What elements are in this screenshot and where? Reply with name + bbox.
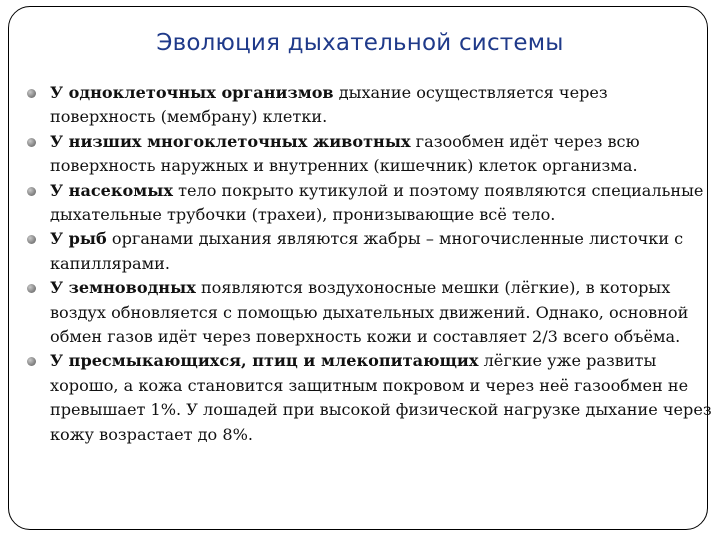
list-item <box>22 349 712 447</box>
item-lead: У земноводных <box>50 278 196 298</box>
item-text: появляются воздухоносные мешки (лёгкие), в которых воздух обновляется с помощью дыхательных движений. Однако, основной обмен газов идёт через поверхность кожи и составляет 2/3 всего объёма. <box>50 278 689 347</box>
bullet-icon <box>27 357 36 366</box>
bullet-icon <box>27 89 36 98</box>
slide-title: Эволюция дыхательной системы <box>156 30 564 56</box>
item-text: органами дыхания являются жабры – многочисленные листочки с капиллярами. <box>50 229 684 273</box>
bullet-icon <box>27 235 36 244</box>
list-item <box>22 179 712 228</box>
item-lead: У одноклеточных организмов <box>50 83 334 102</box>
bullet-icon <box>27 284 36 293</box>
item-text: тело покрыто кутикулой и поэтому появляются специальные дыхательные трубочки (трахеи), пронизывающие всё тело. <box>50 180 704 225</box>
list-item <box>22 130 712 179</box>
list-item <box>22 227 712 276</box>
item-text: газообмен идёт через всю поверхность наружных и внутренних (кишечник) клеток организма. <box>50 131 640 176</box>
bullet-icon <box>27 138 36 147</box>
item-text: дыхание осуществляется через поверхность (мембрану) клетки. <box>50 83 608 127</box>
list-item <box>22 276 712 349</box>
item-lead: У низших многоклеточных животных <box>50 131 411 151</box>
bullet-list <box>22 81 712 447</box>
item-lead: У рыб <box>50 229 107 249</box>
item-lead: У насекомых <box>50 180 173 200</box>
list-item <box>22 81 712 130</box>
bullet-icon <box>27 187 36 196</box>
item-text: лёгкие уже развиты хорошо, а кожа становится защитным покровом и через неё газообмен не превышает 1%. У лошадей при высокой физической нагрузке дыхание через кожу возрастает до 8%. <box>50 351 712 444</box>
item-lead: У пресмыкающихся, птиц и млекопитающих <box>50 351 479 371</box>
